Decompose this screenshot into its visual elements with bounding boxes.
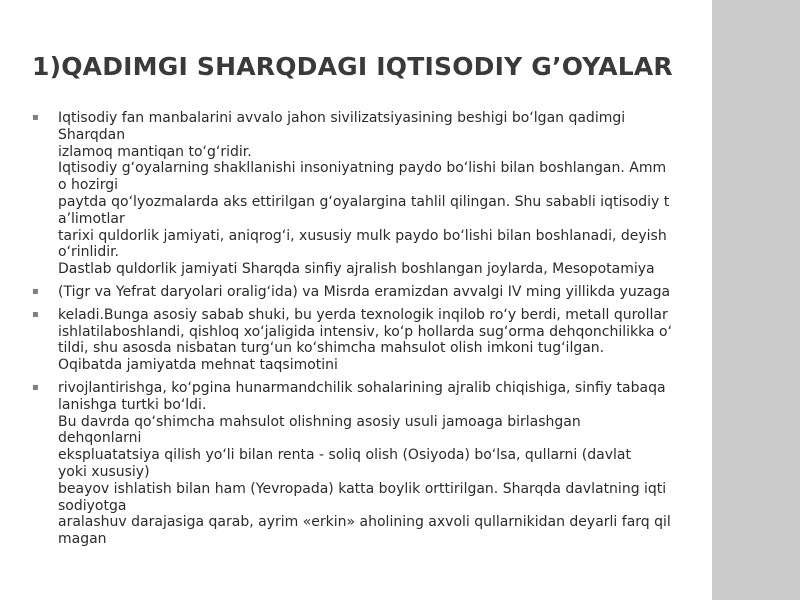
- bullet-text-line: Sharqdan: [58, 126, 126, 143]
- bullet-text-line: ishlatilaboshlandi, qishloq xo‘jaligida intensiv, ko‘p hollarda sug‘orma dehqonchilikka o‘: [58, 323, 673, 340]
- bullet-text-line: dehqonlarni: [58, 430, 142, 447]
- bullet-text-line: yoki xususiy): [58, 463, 150, 480]
- bullet-text-line: o hozirgi: [58, 177, 118, 194]
- bullet-item: [30, 307, 695, 374]
- bullet-text-line: aralashuv darajasiga qarab, ayrim «erkin» aholining axvoli qullarnikidan deyarli farq qil: [58, 514, 671, 531]
- bullet-text-line: keladi.Bunga asosiy sabab shuki, bu yerda texnologik inqilob ro‘y berdi, metall qurollar: [58, 306, 668, 323]
- bullet-marker-icon: ▪: [32, 308, 39, 320]
- slide-side-panel: [712, 0, 800, 600]
- bullet-item: [30, 110, 695, 278]
- bullet-text-line: o‘rinlidir.: [58, 244, 120, 261]
- bullet-text-line: magan: [58, 531, 107, 548]
- bullet-text-line: lanishga turtki bo‘ldi.: [58, 396, 207, 413]
- bullet-text-line: rivojlantirishga, ko‘pgina hunarmandchilik sohalarining ajralib chiqishiga, sinfiy tabaqa: [58, 379, 666, 396]
- bullet-marker-icon: ▪: [32, 381, 39, 393]
- bullet-text-line: tarixi quldorlik jamiyati, aniqrog‘i, xususiy mulk paydo bo‘lishi bilan boshlanadi, deyish: [58, 227, 667, 244]
- bullet-marker-icon: ▪: [32, 285, 39, 297]
- slide-title: 1)QADIMGI SHARQDAGI IQTISODIY G’OYALAR: [32, 52, 673, 81]
- bullet-text-line: (Tigr va Yefrat daryolari oralig‘ida) va Misrda eramizdan avvalgi IV ming yillikda yuzaga: [58, 283, 671, 300]
- bullet-text-line: ekspluatatsiya qilish yo‘li bilan renta - soliq olish (Osiyoda) bo‘lsa, qullarni (davlat: [58, 447, 631, 464]
- bullet-text-line: izlamoq mantiqan to‘g‘ridir.: [58, 143, 252, 160]
- bullet-text-line: Iqtisodiy fan manbalarini avvalo jahon sivilizatsiyasining beshigi bo‘lgan qadimgi: [58, 110, 626, 126]
- bullet-marker-icon: ▪: [32, 112, 39, 123]
- bullet-item: [30, 284, 695, 301]
- bullet-text-line: Iqtisodiy g‘oyalarning shakllanishi insoniyatning paydo bo‘lishi bilan boshlangan. Amm: [58, 160, 667, 177]
- slide-body: [30, 110, 695, 554]
- bullet-text-line: Oqibatda jamiyatda mehnat taqsimotini: [58, 357, 338, 374]
- bullet-text-line: Bu davrda qo‘shimcha mahsulot olishning asosiy usuli jamoaga birlashgan: [58, 413, 581, 430]
- bullet-text-line: tildi, shu asosda nisbatan turg‘un ko‘shimcha mahsulot olish imkoni tug‘ilgan.: [58, 340, 605, 357]
- bullet-text-line: beayov ishlatish bilan ham (Yevropada) katta boylik orttirilgan. Sharqda davlatning iqti: [58, 480, 667, 497]
- bullet-text-line: paytda qo‘lyozmalarda aks ettirilgan g‘oyalargina tahlil qilingan. Shu sababli iqtisodiy t: [58, 193, 670, 210]
- bullet-text-line: Dastlab quldorlik jamiyati Sharqda sinfiy ajralish boshlangan joylarda, Mesopotamiya: [58, 261, 655, 278]
- bullet-item: [30, 380, 695, 548]
- bullet-text-line: sodiyotga: [58, 497, 127, 514]
- bullet-text-line: a’limotlar: [58, 210, 125, 227]
